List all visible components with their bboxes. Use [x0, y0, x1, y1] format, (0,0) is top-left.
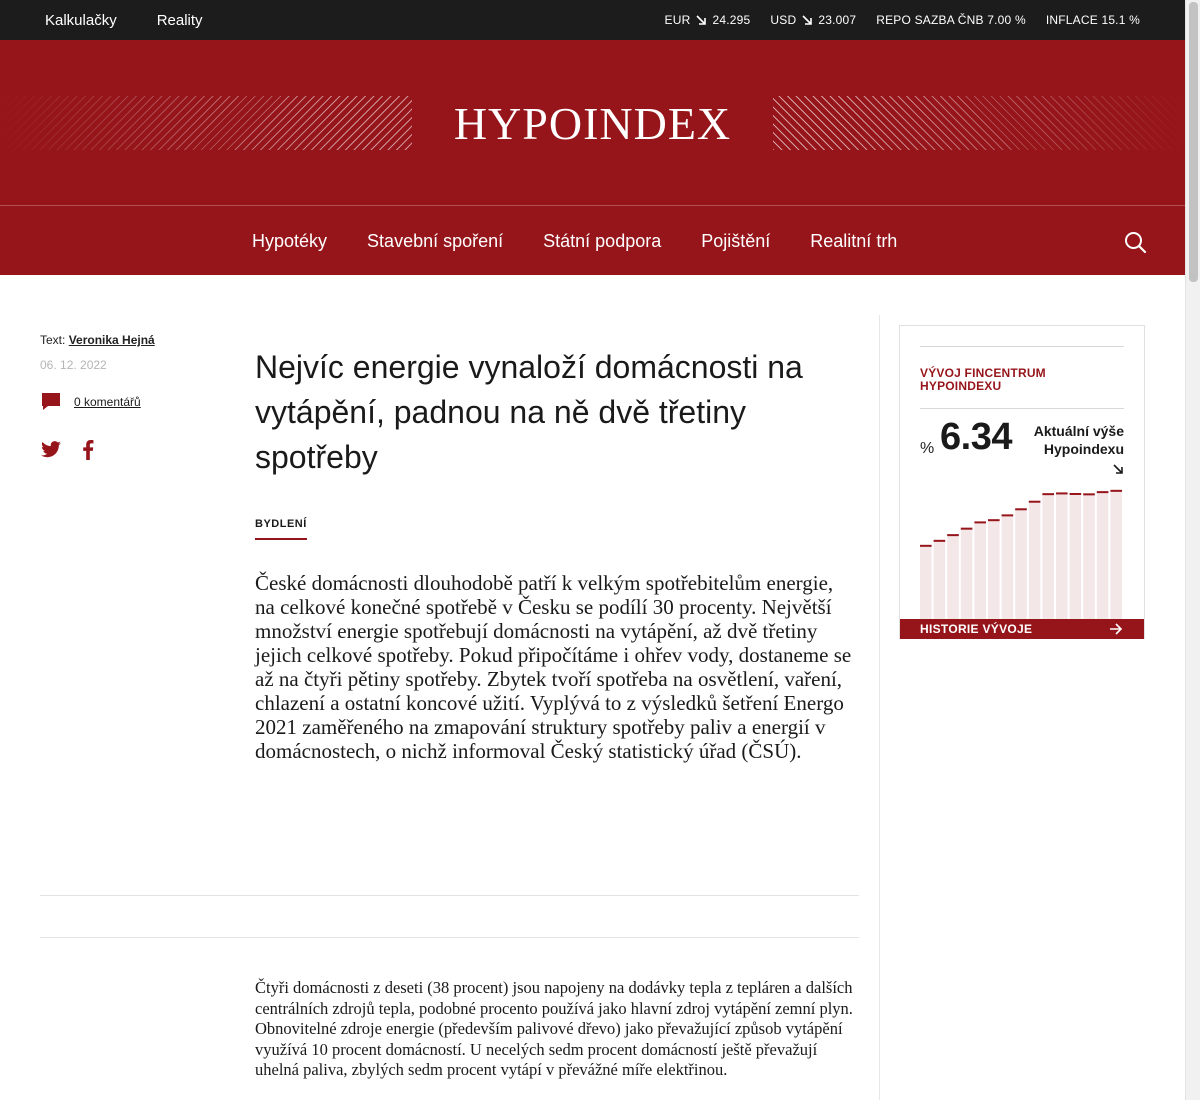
- top-links: [45, 0, 203, 40]
- inflation-rate: INFLACE 15.1 %: [1045, 13, 1140, 27]
- page-scrollbar[interactable]: [1185, 0, 1200, 1100]
- top-link-calculators[interactable]: Kalkulačky: [45, 11, 117, 29]
- chart-bar: [974, 521, 986, 619]
- repo-rate: REPO SAZBA ČNB 7.00 %: [876, 13, 1026, 27]
- chart-bar-cap: [1042, 493, 1054, 495]
- history-button[interactable]: [900, 619, 1144, 639]
- chart-bar-cap: [961, 528, 973, 530]
- usd-label: USD: [770, 13, 797, 27]
- chart-bar-cap: [1015, 508, 1027, 510]
- widget-top-rule: [920, 346, 1124, 347]
- chart-bar: [920, 545, 932, 619]
- comments-link[interactable]: [40, 392, 230, 412]
- divider: [40, 895, 859, 896]
- usd-value: 23.007: [818, 13, 857, 27]
- article-body: Čtyři domácnosti z deseti (38 procent) jsou napojeny na dodávky tepla z tepláren a dalších centrálních zdrojů tepla, podobné procento používá jako hlavní zdroj vytápění zemní plyn. Obnovitelné zdroje energie (především palivové dřevo) jako převažující způsob vytápění využívá 10 procent domácností. U necelých sedm procent domácností ještě převažují uhelná paliva, zbylých sedm procent vytápí v převážné míře elektřinou.: [255, 978, 853, 1079]
- author-prefix: Text:: [40, 333, 69, 347]
- hypoindex-value: 6.34: [940, 416, 1012, 458]
- chart-bar: [1110, 490, 1122, 619]
- top-link-reality[interactable]: Reality: [156, 11, 203, 29]
- chart-bar: [1042, 493, 1054, 619]
- nav-item-real-estate[interactable]: Realitní trh: [810, 230, 898, 251]
- eur-rate: [665, 13, 751, 27]
- article-meta: [40, 333, 230, 460]
- chart-bar: [1029, 501, 1041, 619]
- chart-bar-cap: [988, 519, 1000, 521]
- author-link[interactable]: Veronika Hejná: [68, 333, 155, 347]
- chart-bar-cap: [1083, 493, 1095, 495]
- article-date: 06. 12. 2022: [40, 358, 107, 372]
- nav-item-mortgages[interactable]: Hypotéky: [252, 230, 328, 251]
- top-bar: [0, 0, 1185, 40]
- search-icon[interactable]: [1123, 230, 1147, 254]
- chart-bar-cap: [1056, 492, 1068, 494]
- chart-bar-cap: [1070, 493, 1082, 495]
- comment-icon: [40, 392, 62, 412]
- nav-item-building-savings[interactable]: Stavební spoření: [367, 230, 504, 251]
- history-button-label[interactable]: HISTORIE VÝVOJE: [920, 622, 1033, 636]
- nav-item-insurance[interactable]: Pojištění: [701, 230, 771, 251]
- chart-bar: [947, 534, 959, 619]
- percent-sign: %: [920, 440, 935, 457]
- comments-count[interactable]: 0 komentářů: [74, 395, 141, 409]
- facebook-icon[interactable]: [82, 440, 94, 460]
- site-header: [0, 40, 1185, 205]
- current-value-label: Aktuální výše Hypoindexu: [1033, 423, 1124, 457]
- hypoindex-chart: [920, 484, 1124, 619]
- chart-bar-cap: [934, 540, 946, 542]
- arrow-right-icon: [1109, 623, 1123, 635]
- chart-bar-cap: [1097, 491, 1109, 493]
- chart-bar: [988, 519, 1000, 619]
- article-title: Nejvíc energie vynaloží domácnosti na vytápění, padnou na ně dvě třetiny spotřeby: [255, 349, 803, 475]
- usd-rate: [770, 13, 856, 27]
- author-line: [40, 333, 230, 347]
- rates-bar: [665, 0, 1140, 40]
- chart-bar: [1015, 508, 1027, 619]
- nav-list: [252, 206, 897, 276]
- eur-value: 24.295: [712, 13, 751, 27]
- social-share: [40, 440, 230, 460]
- chart-bar: [1056, 492, 1068, 619]
- hypoindex-widget: [899, 325, 1145, 639]
- chart-bar-cap: [920, 545, 932, 547]
- chart-bar: [961, 528, 973, 619]
- chart-bar-cap: [974, 521, 986, 523]
- arrow-down-right-icon: [802, 15, 812, 25]
- chart-bar: [1083, 493, 1095, 619]
- chart-bar: [1002, 514, 1014, 619]
- arrow-down-right-icon: [1113, 464, 1123, 474]
- nav-item-state-support[interactable]: Státní podpora: [543, 230, 662, 251]
- divider: [40, 937, 859, 938]
- chart-bar-cap: [1002, 514, 1014, 516]
- chart-bar-cap: [1110, 490, 1122, 492]
- widget-separator: [920, 408, 1124, 409]
- chart-bar-cap: [1029, 501, 1041, 503]
- arrow-down-right-icon: [696, 15, 706, 25]
- chart-bar: [1097, 491, 1109, 619]
- main-nav: [0, 205, 1185, 275]
- chart-bar: [934, 540, 946, 619]
- scrollbar-thumb[interactable]: [1189, 2, 1198, 282]
- site-logo[interactable]: HYPOINDEX: [453, 98, 732, 149]
- chart-bar: [1070, 493, 1082, 619]
- category-tag[interactable]: BYDLENÍ: [255, 518, 307, 540]
- widget-title: VÝVOJ FINCENTRUM HYPOINDEXU: [920, 366, 1046, 393]
- sidebar-divider: [879, 315, 880, 1100]
- chart-bar-cap: [947, 534, 959, 536]
- eur-label: EUR: [664, 13, 691, 27]
- article-lead: České domácnosti dlouhodobě patří k velkým spotřebitelům energie, na celkové konečné spotřebě v Česku se podílí 30 procenty. Největší množství energie spotřebují domácnosti na vytápění, až dvě třetiny jejich celkové spotřeby. Pokud připočítáme i ohřev vody, dostaneme se až na čtyři pětiny spotřeby. Zbytek tvoří spotřeba na osvětlení, vaření, chlazení a ostatní koncové užití. Vyplývá to z výsledků šetření Energo 2021 zaměřeného na zmapování struktury spotřeby paliv a energií v domácnostech, o nichž informoval Český statistický úřad (ČSÚ).: [255, 571, 852, 763]
- twitter-icon[interactable]: [40, 441, 62, 459]
